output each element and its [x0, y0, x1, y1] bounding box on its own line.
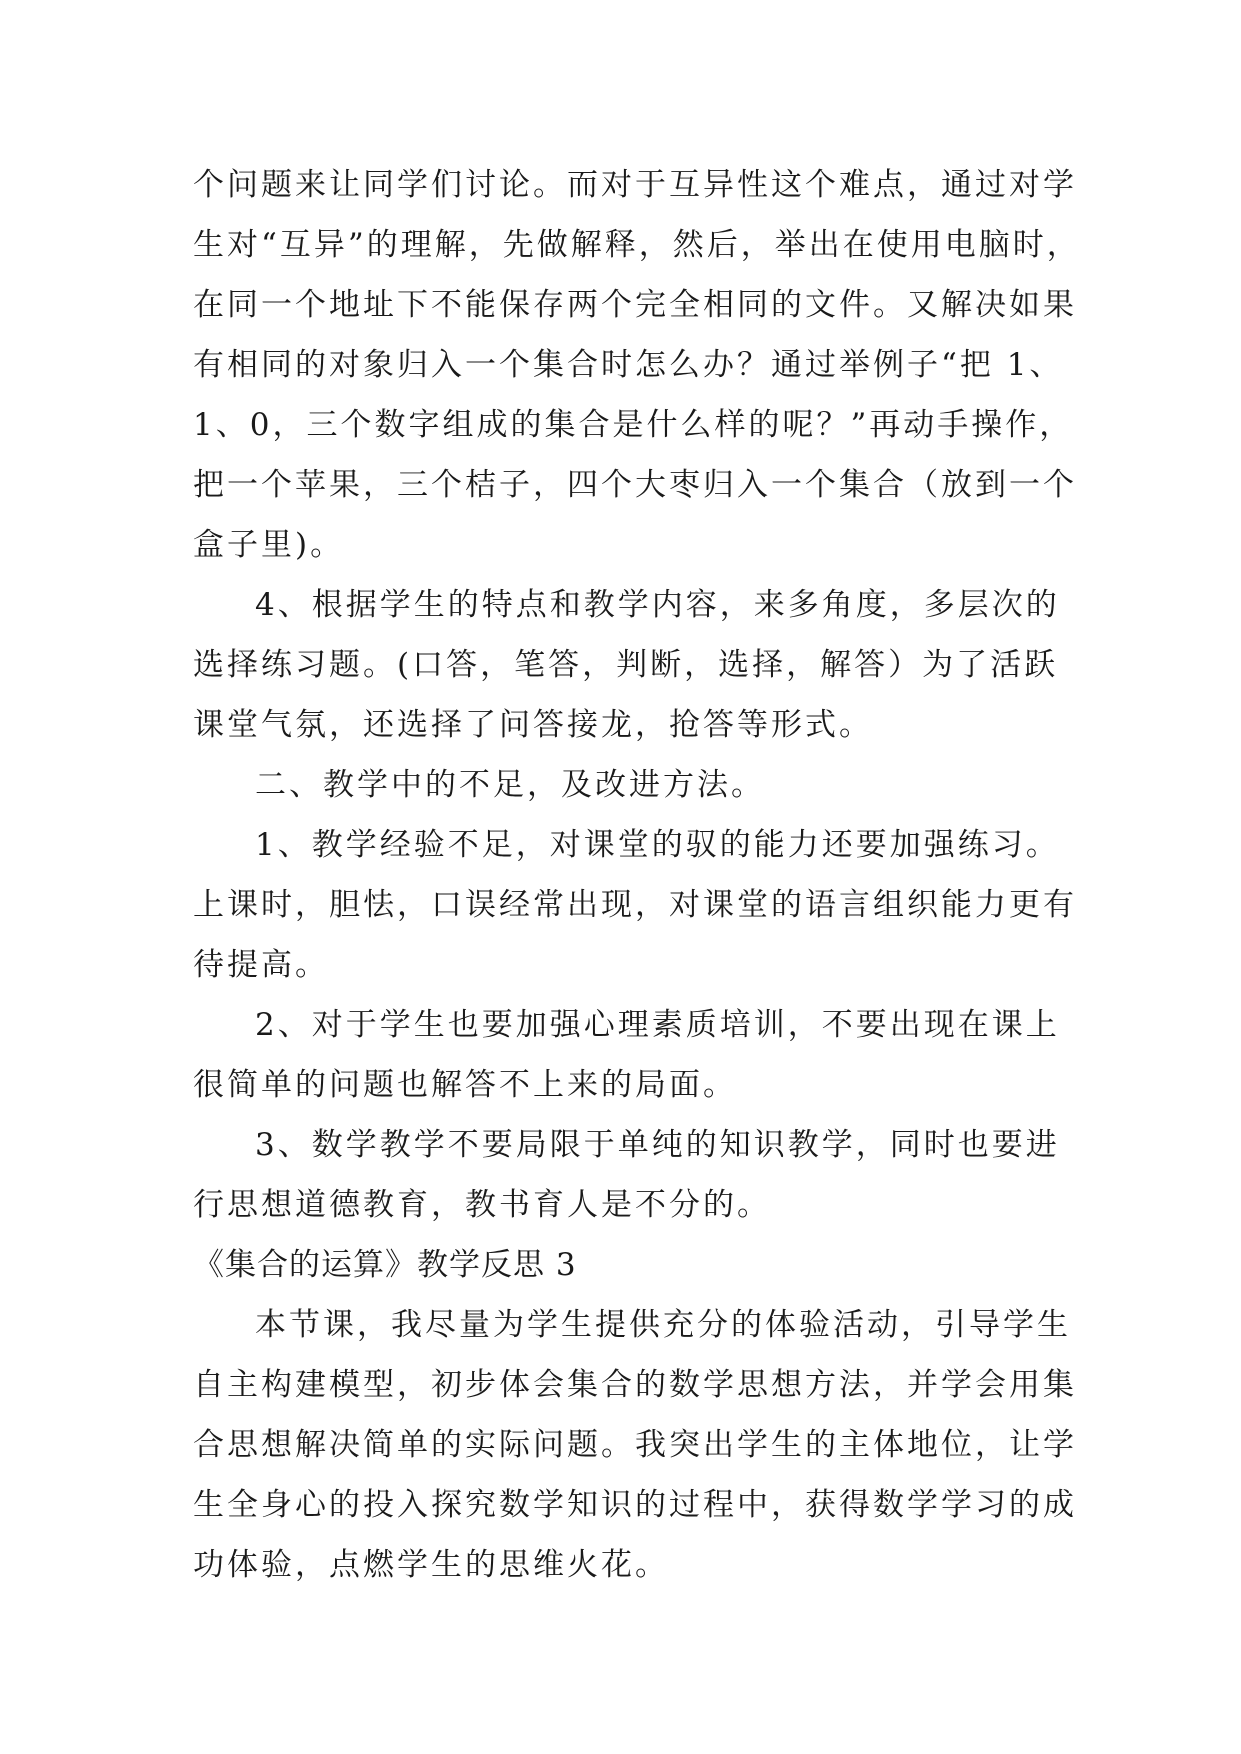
text-line: 把一个苹果，三个桔子，四个大枣归入一个集合（放到一个	[193, 467, 1077, 503]
text-line: 很简单的问题也解答不上来的局面。	[193, 1067, 737, 1103]
document-page	[193, 155, 1081, 1595]
text-line: 在同一个地址下不能保存两个完全相同的文件。又解决如果	[193, 287, 1077, 323]
text-line: 2、对于学生也要加强心理素质培训，不要出现在课上	[255, 1007, 1060, 1043]
text-line: 1、0，三个数字组成的集合是什么样的呢？”再动手操作，	[193, 407, 1074, 443]
text-line: 1、教学经验不足，对课堂的驭的能力还要加强练习。	[255, 827, 1060, 863]
text-line: 行思想道德教育，教书育人是不分的。	[193, 1187, 771, 1223]
text-line: 选择练习题。(口答，笔答，判断，选择，解答）为了活跃	[193, 647, 1059, 683]
text-line: 自主构建模型，初步体会集合的数学思想方法，并学会用集	[193, 1367, 1077, 1403]
text-line: 合思想解决简单的实际问题。我突出学生的主体地位，让学	[193, 1427, 1077, 1463]
text-line: 功体验，点燃学生的思维火花。	[193, 1547, 669, 1583]
text-line: 4、根据学生的特点和教学内容，来多角度，多层次的	[255, 587, 1060, 623]
text-line: 个问题来让同学们讨论。而对于互异性这个难点，通过对学	[193, 167, 1077, 203]
text-line: 待提高。	[193, 947, 329, 983]
article-title: 《集合的运算》教学反思 3	[193, 1247, 577, 1283]
text-line: 生全身心的投入探究数学知识的过程中，获得数学学习的成	[193, 1487, 1077, 1523]
section-heading: 二、教学中的不足，及改进方法。	[255, 767, 765, 803]
text-line: 3、数学教学不要局限于单纯的知识教学，同时也要进	[255, 1127, 1060, 1163]
text-line: 课堂气氛，还选择了问答接龙，抢答等形式。	[193, 707, 873, 743]
text-line: 上课时，胆怯，口误经常出现，对课堂的语言组织能力更有	[193, 887, 1077, 923]
text-line: 盒子里)。	[193, 527, 345, 563]
text-line: 有相同的对象归入一个集合时怎么办？通过举例子“把 1、	[193, 347, 1064, 383]
text-line: 本节课，我尽量为学生提供充分的体验活动，引导学生	[255, 1307, 1071, 1343]
text-line: 生对“互异”的理解，先做解释，然后，举出在使用电脑时，	[193, 227, 1081, 263]
